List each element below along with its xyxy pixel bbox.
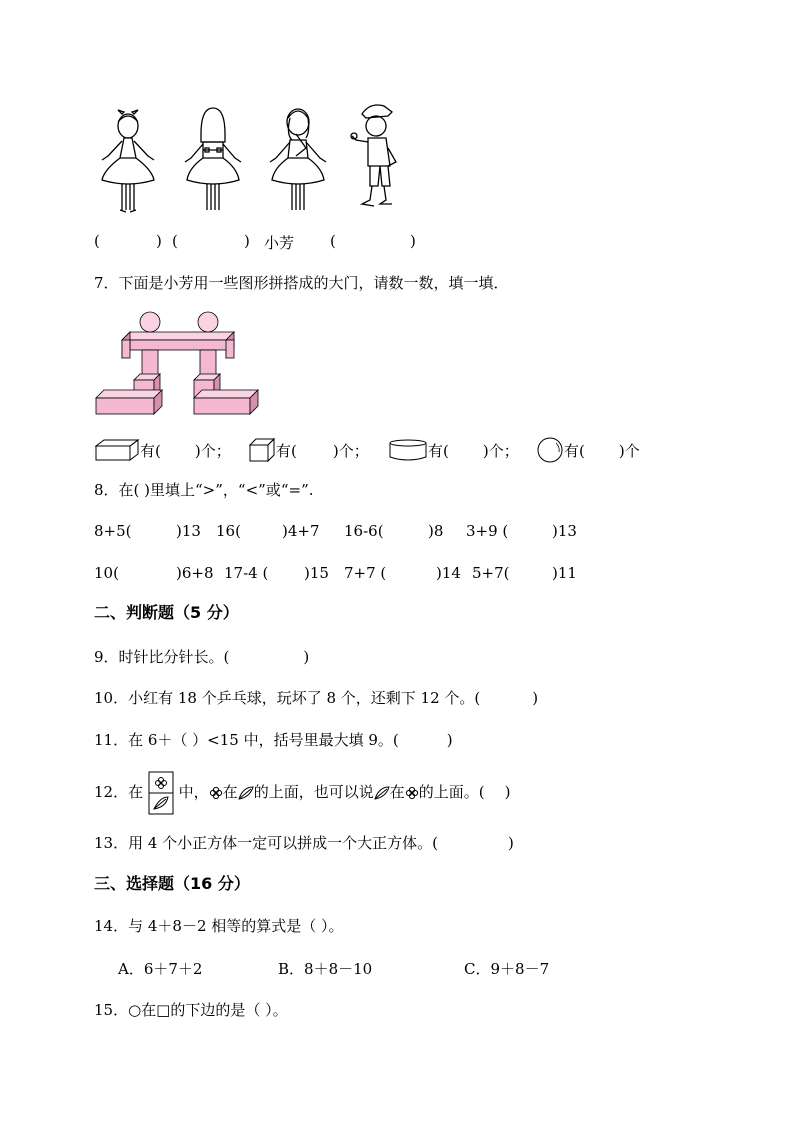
question-15: 15．○在□的下边的是（ ）。: [94, 1001, 288, 1019]
question-text: 在: [222, 783, 238, 801]
compare-left: 7+7 (: [344, 564, 387, 582]
compare-left: 3+9 (: [466, 522, 509, 540]
compare-left: 8+5(: [94, 522, 132, 540]
question-text: 13．用 4 个小正方体一定可以拼成一个大正方体。(: [94, 834, 439, 852]
question-7: 7．下面是小芳用一些图形拼搭成的大门，请数一数，填一填．: [94, 274, 509, 292]
shape-label: 有(: [564, 441, 585, 460]
sphere-icon: [536, 437, 564, 463]
question-8: 8．在( )里填上“>”，“<”或“=”.: [94, 481, 314, 499]
compare-right: )15: [304, 564, 329, 582]
compare-left: 10(: [94, 564, 119, 582]
compare-right: )13: [176, 522, 201, 540]
paren-close: ): [446, 731, 453, 749]
paren-close: ): [156, 232, 162, 250]
girl-figure-3: [266, 104, 330, 218]
name-label: 小芳: [264, 234, 295, 252]
compare-right: )4+7: [282, 522, 320, 540]
question-text: 9．时针比分针长。(: [94, 648, 230, 666]
option-a[interactable]: A．6＋7＋2: [118, 960, 203, 978]
compare-right: )8: [428, 522, 444, 540]
paren-close: ): [410, 232, 416, 250]
question-text: 10．小红有 18 个乒乓球，玩坏了 8 个，还剩下 12 个。(: [94, 689, 481, 707]
question-text: 11．在 6＋（ ）<15 中，括号里最大填 9。(: [94, 731, 399, 749]
question-9: [94, 647, 309, 667]
compare-left: 17-4 (: [224, 564, 269, 582]
compare-right: )6+8: [176, 564, 214, 582]
paren-close: ): [244, 232, 250, 250]
shape-label: 有(: [276, 441, 297, 460]
question-14: 14．与 4＋8－2 相等的算式是（ ）。: [94, 917, 344, 935]
paren-open: (: [172, 232, 178, 250]
paren-close: ): [504, 783, 511, 801]
paren-open: (: [94, 232, 100, 250]
paren-close: ): [303, 648, 310, 666]
compare-row-1: [94, 522, 594, 542]
option-c[interactable]: C．9＋8－7: [464, 960, 550, 978]
shape-item-cube: [248, 436, 369, 464]
compare-right: )14: [436, 564, 461, 582]
gate-illustration: [94, 310, 260, 418]
compare-left: 16(: [216, 522, 241, 540]
cylinder-icon: [388, 438, 428, 462]
question-14-options: [118, 958, 578, 978]
question-12: [94, 770, 510, 814]
shape-label: 有(: [140, 441, 161, 460]
figure-answer-row: [94, 232, 434, 252]
paren-close: ): [508, 834, 514, 852]
compare-right: )13: [552, 522, 577, 540]
girl-figure-2: [181, 106, 245, 218]
shape-count-row: [94, 436, 674, 464]
clover-icon: [405, 786, 419, 800]
shape-item-cuboid: [94, 436, 231, 464]
question-text: 在: [389, 783, 405, 801]
cuboid-icon: [94, 438, 140, 462]
shape-close: )个: [618, 441, 640, 460]
compare-right: )11: [552, 564, 577, 582]
boy-figure: [348, 100, 406, 212]
question-text: 中，: [178, 783, 209, 801]
cube-icon: [248, 437, 276, 463]
clover-icon: [209, 786, 223, 800]
shape-close: )个；: [332, 441, 369, 460]
shape-item-cylinder: [388, 436, 519, 464]
question-text: 的上面，也可以说: [253, 783, 374, 801]
compare-row-2: [94, 564, 594, 584]
option-b[interactable]: B．8＋8－10: [278, 960, 373, 978]
question-10: [94, 688, 538, 708]
shape-item-sphere: [536, 436, 640, 464]
paren-close: ): [532, 689, 539, 707]
section-3-heading: 三、选择题（16 分）: [94, 874, 250, 893]
question-text: 12．在: [94, 783, 144, 801]
section-2-heading: 二、判断题（5 分）: [94, 603, 239, 622]
compare-left: 16-6(: [344, 522, 384, 540]
shape-label: 有(: [428, 441, 449, 460]
leaf-icon: [238, 786, 254, 800]
girl-figure-1: [96, 108, 160, 218]
compare-left: 5+7(: [472, 564, 510, 582]
shape-close: )个；: [482, 441, 519, 460]
question-11: [94, 730, 453, 750]
paren-open: (: [330, 232, 336, 250]
question-text: 的上面。(: [418, 783, 485, 801]
shape-close: )个；: [194, 441, 231, 460]
question-13: [94, 833, 514, 853]
stacked-card-icon: [148, 771, 174, 815]
leaf-icon: [374, 786, 390, 800]
